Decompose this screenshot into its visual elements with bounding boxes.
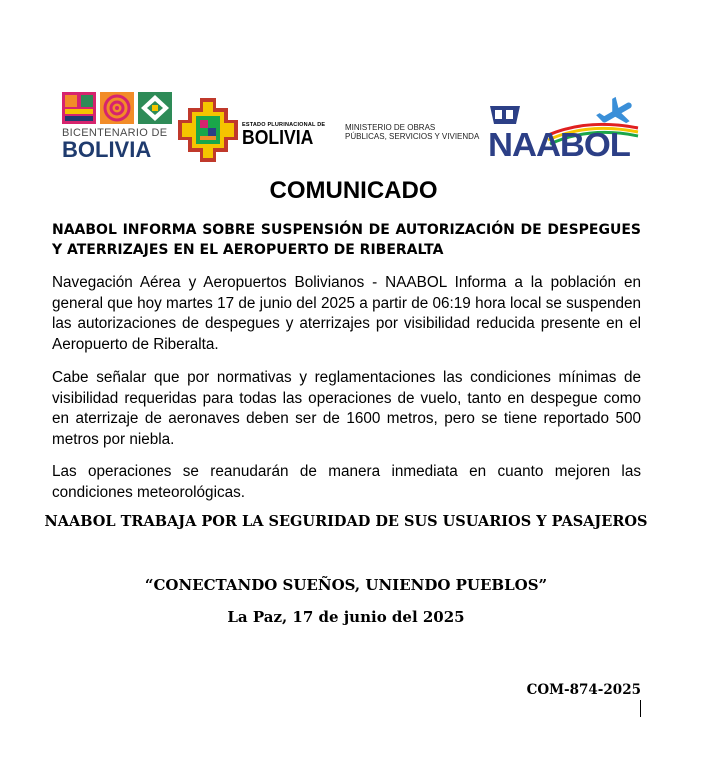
document-subtitle: NAABOL INFORMA SOBRE SUSPENSIÓN DE AUTORIZACIÓN DE DESPEGUES Y ATERRIZAJES EN EL AEROPUERTO DE RIBERALTA: [52, 222, 641, 258]
slogan: “CONECTANDO SUEÑOS, UNIENDO PUEBLOS”: [144, 576, 548, 594]
ministerio-line2: PÚBLICAS, SERVICIOS Y VIVIENDA: [345, 132, 480, 141]
text-cursor: [640, 700, 641, 717]
estado-line1: ESTADO PLURINACIONAL DE: [242, 122, 326, 128]
bicentenario-logo: [62, 92, 172, 168]
paragraph-2: Cabe señalar que por normativas y reglamentaciones las condiciones mínimas de visibilidad requeridas para todas las operaciones de vuelo, tanto en despegue como en aterrizaje de aeronaves deben ser de 1600 metros, pero se tiene reportado 500 metros por niebla.: [52, 369, 641, 448]
paragraph-1: Navegación Aérea y Aeropuertos Bolivianos - NAABOL Informa a la población en general que hoy martes 17 de junio del 2025 a partir de 06:19 hora local se suspenden las autorizaciones de despegues y aterrizajes por visibilidad reducida presente en el Aeropuerto de Riberalta.: [52, 274, 641, 353]
bicentenario-emblem-icon: [62, 92, 172, 124]
estado-plurinacional-logo: [178, 98, 328, 162]
bicentenario-line1: BICENTENARIO DE: [62, 127, 168, 139]
header-logos: [62, 92, 644, 168]
chakana-seal-icon: [178, 98, 238, 162]
ministerio-line1: MINISTERIO DE OBRAS: [345, 123, 436, 132]
bicentenario-line2: BOLIVIA: [62, 137, 152, 162]
naabol-logo-text: NAABOL: [488, 126, 630, 163]
motto: NAABOL TRABAJA POR LA SEGURIDAD DE SUS USUARIOS Y PASAJEROS: [44, 513, 648, 530]
ministerio-logo: [345, 123, 479, 141]
naabol-logo: [486, 96, 644, 164]
page-title: COMUNICADO: [269, 177, 438, 204]
estado-line2: BOLIVIA: [242, 127, 314, 149]
document-code: COM-874-2025: [526, 682, 641, 698]
place-date: La Paz, 17 de junio del 2025: [227, 608, 465, 626]
paragraph-3: Las operaciones se reanudarán de manera inmediata en cuanto mejoren las condiciones meteorológicas.: [52, 463, 641, 501]
